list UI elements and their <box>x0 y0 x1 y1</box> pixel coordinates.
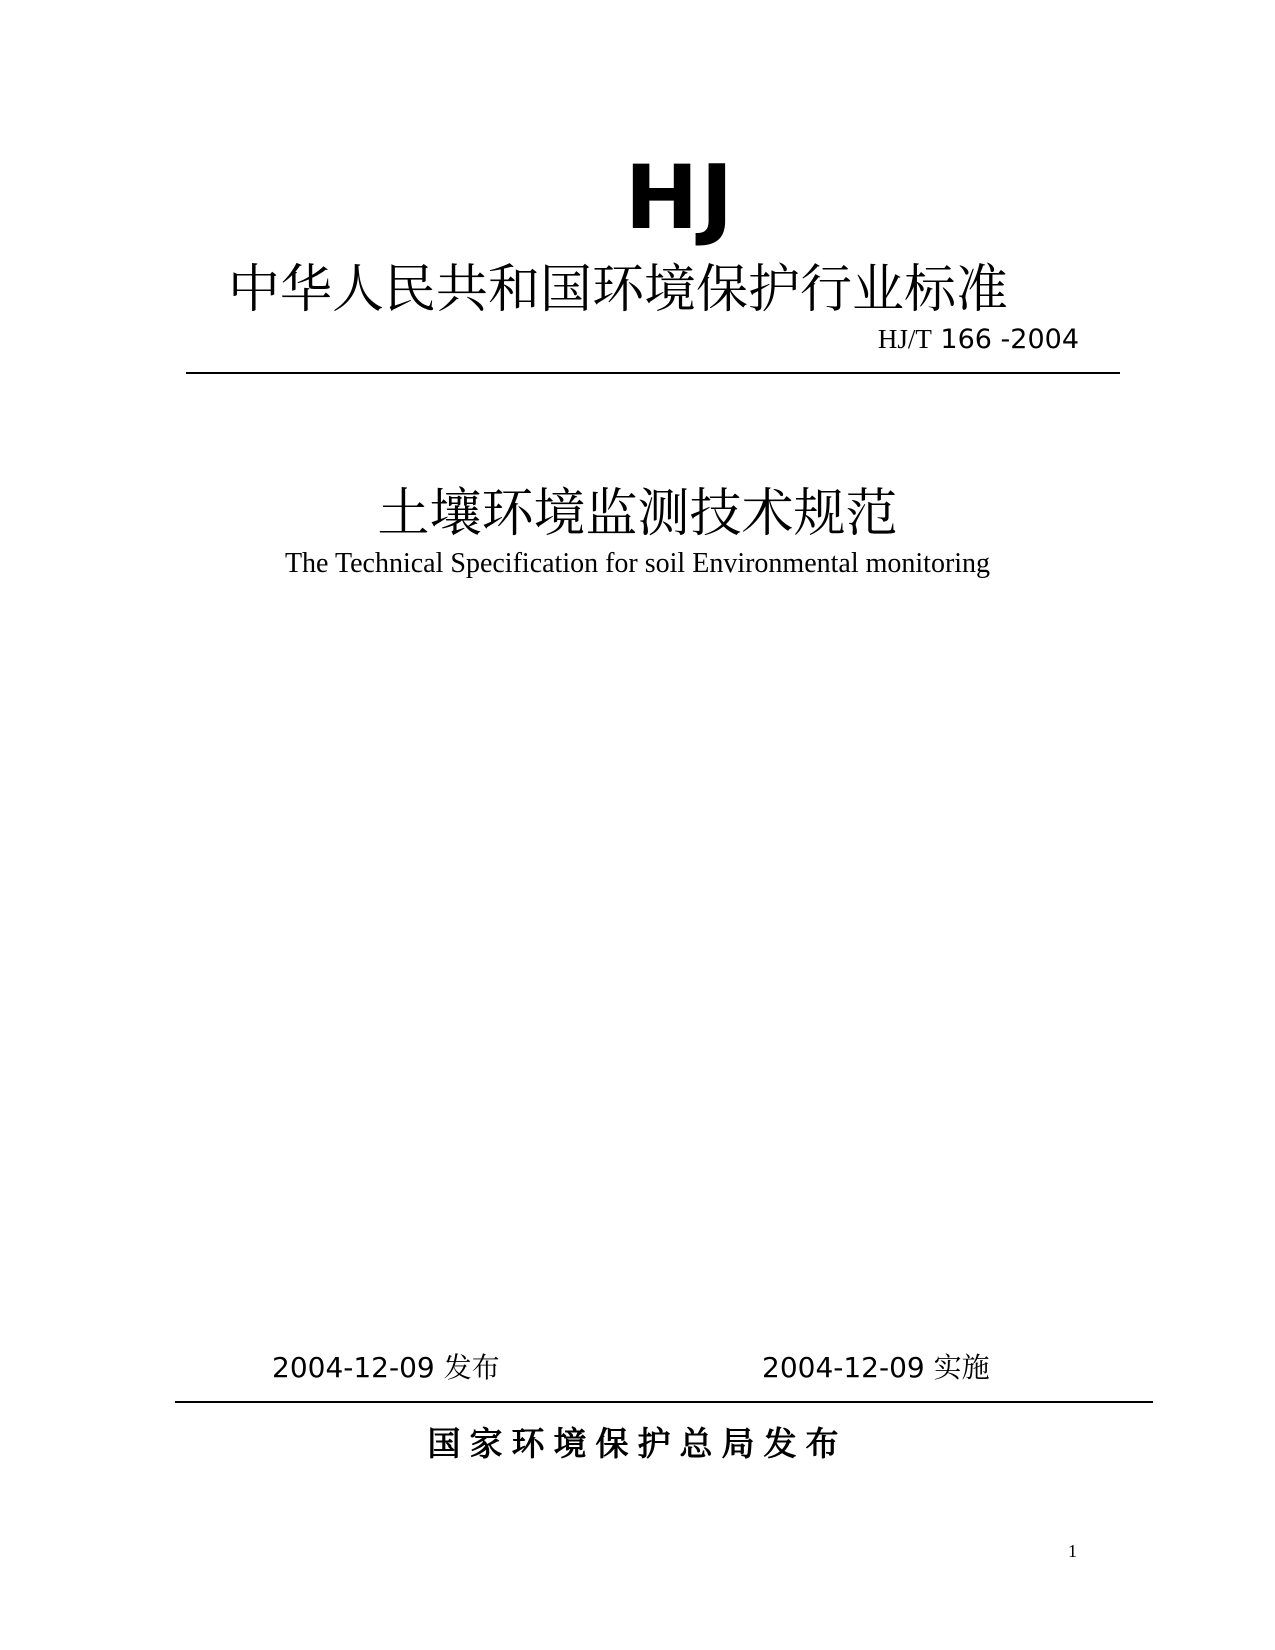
standard-category: 中华人民共和国环境保护行业标准 <box>228 260 1009 320</box>
standard-number <box>878 322 1079 357</box>
publisher: 国家环境保护总局发布 <box>427 1424 848 1463</box>
hj-logo: HJ <box>624 146 736 249</box>
document-title-english: The Technical Specification for soil Environmental monitoring <box>284 548 991 579</box>
standard-prefix: HJ/T <box>877 324 932 354</box>
document-title-chinese: 土壤环境监测技术规范 <box>377 484 898 544</box>
page-number: 1 <box>1068 1541 1077 1561</box>
implementation-date: 2004-12-09 实施 <box>762 1351 990 1384</box>
header-divider <box>186 372 1120 374</box>
standard-number-value: 166 -2004 <box>940 324 1079 355</box>
issue-date: 2004-12-09 发布 <box>272 1351 500 1384</box>
footer-divider <box>175 1401 1153 1403</box>
